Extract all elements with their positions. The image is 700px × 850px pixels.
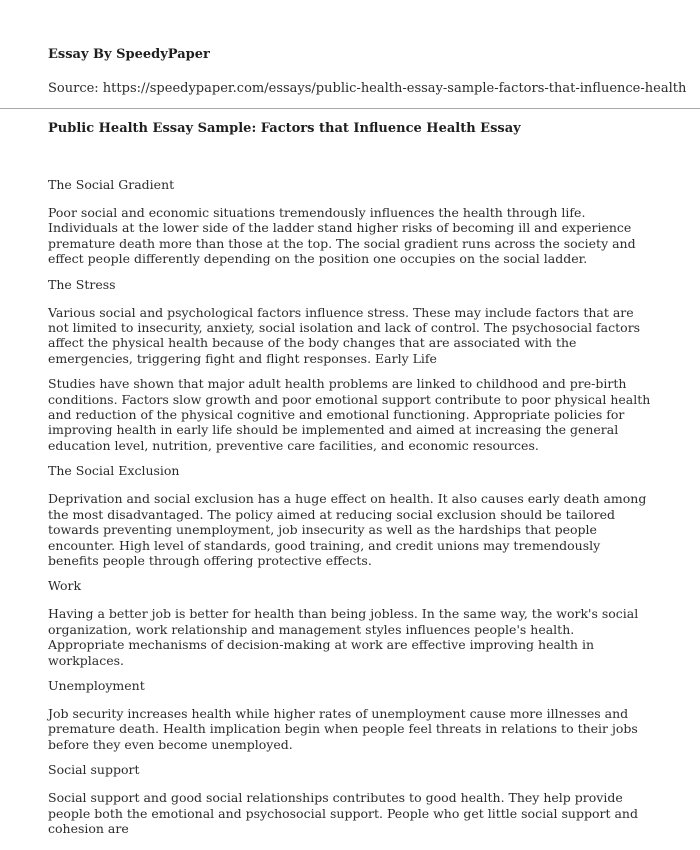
section-heading: The Stress — [48, 276, 116, 292]
source-line: Source: https://speedypaper.com/essays/public-health-essay-sample-factors-that-influence-health — [48, 81, 687, 96]
essay-title: Public Health Essay Sample: Factors that Influence Health Essay — [48, 121, 521, 136]
header-divider — [0, 108, 700, 109]
section-paragraph: Deprivation and social exclusion has a huge effect on health. It also causes early death among the most disadvantaged. The policy aimed at reducing social exclusion should be tailored towards preventing unemployment, job insecurity as well as the hardships that people encounter. High level of standards, good training, and credit unions may tremendously benefits people through offering protective effects. — [48, 491, 647, 568]
section-paragraph: Various social and psychological factors influence stress. These may include factors that are not limited to insecurity, anxiety, social isolation and lack of control. The psychosocial factors affect the physical health because of the body changes that are associated with the emergencies, triggering fight and flight responses. Early Life — [48, 304, 641, 366]
section-heading: Work — [48, 578, 82, 594]
section-heading: Unemployment — [48, 677, 145, 693]
section-paragraph: Studies have shown that major adult health problems are linked to childhood and pre-birth conditions. Factors slow growth and poor emotional support contribute to poor physical health and reduction of the physical cognitive and emotional functioning. Appropriate policies for improving health in early life should be implemented and aimed at increasing the general education level, nutrition, preventive care facilities, and economic resources. — [48, 376, 651, 453]
brand-title: Essay By SpeedyPaper — [48, 47, 210, 62]
section-heading: The Social Gradient — [48, 177, 175, 192]
section-paragraph: Social support and good social relationships contributes to good health. They help provide people both the emotional and psychosocial support. People who get little social support and cohesion are — [48, 790, 638, 836]
section-paragraph: Poor social and economic situations tremendously influences the health through life. Individuals at the lower side of the ladder stand higher risks of becoming ill and experience premature death more than those at the top. The social gradient runs across the society and effect people differently depending on the position one occupies on the social ladder. — [48, 205, 636, 267]
section-paragraph: Having a better job is better for health than being jobless. In the same way, the work's social organization, work relationship and management styles influences people's health. Appropriate mechanisms of decision-making at work are effective improving health in workplaces. — [48, 606, 639, 668]
document-header — [48, 36, 687, 114]
section-paragraph: Job security increases health while higher rates of unemployment cause more illnesses and premature death. Health implication begin when people feel threats in relations to their jobs before they even become unemployed. — [48, 705, 638, 752]
essay-body — [48, 120, 652, 846]
section-heading: The Social Exclusion — [48, 463, 180, 479]
section-heading: Social support — [48, 762, 140, 778]
